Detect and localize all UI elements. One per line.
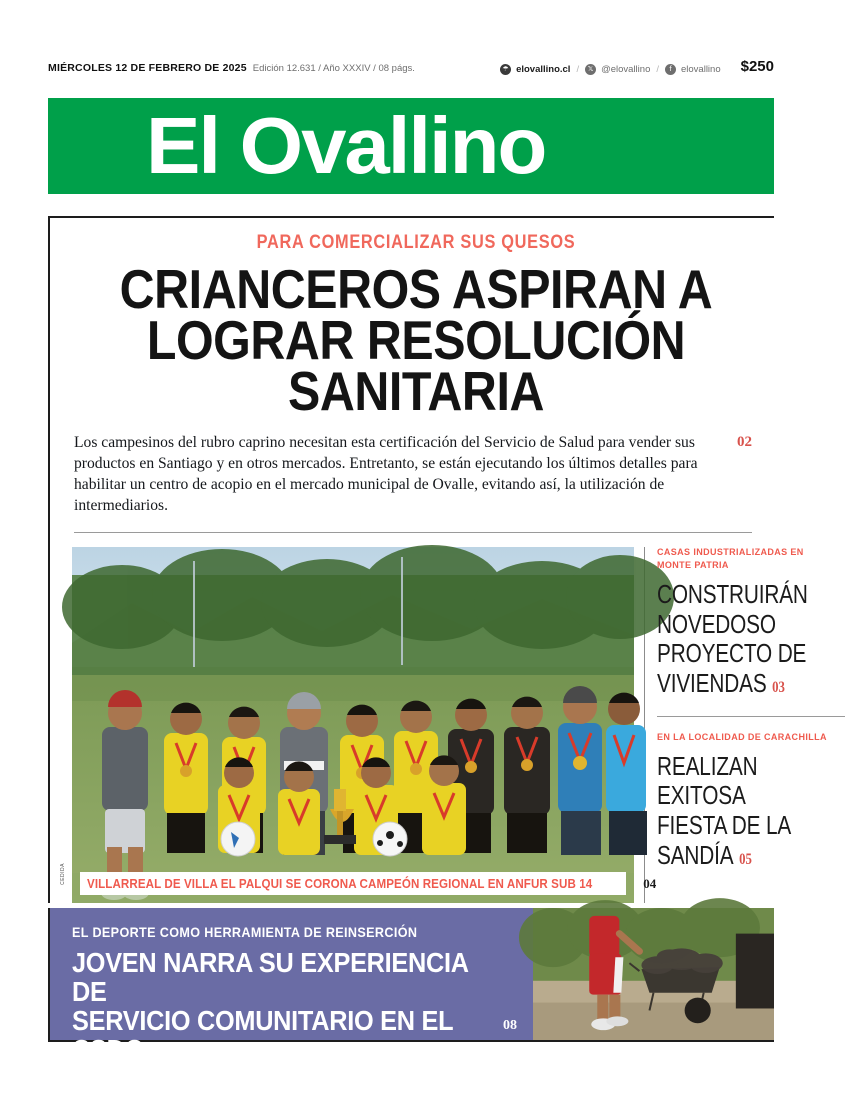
bottom-photo-illustration: [533, 908, 774, 1040]
bottom-headline-line-2: SERVICIO COMUNITARIO EN EL CSDO: [72, 1005, 453, 1066]
bottom-feature-text: [50, 908, 533, 1066]
photo-page-ref[interactable]: 04: [643, 876, 657, 892]
lead-story[interactable]: [50, 218, 774, 533]
photo-caption-text: VILLARREAL DE VILLA EL PALQUI SE CORONA CAMPEÓN REGIONAL EN ANFUR SUB 14: [87, 877, 593, 892]
info-bar: [48, 58, 774, 78]
sidebar-kicker-0: CASAS INDUSTRIALIZADAS EN MONTE PATRIA: [657, 547, 804, 572]
sidebar: [644, 547, 851, 903]
main-photo-illustration: [72, 547, 634, 903]
bottom-kicker: EL DEPORTE COMO HERRAMIENTA DE REINSERCIÓN: [72, 924, 418, 940]
bottom-feature[interactable]: [48, 908, 774, 1066]
bottom-page-ref[interactable]: 08: [503, 1018, 517, 1033]
publication-date: MIÉRCOLES 12 DE FEBRERO DE 2025: [48, 62, 247, 74]
lead-deck: [72, 433, 760, 516]
photo-sidebar-row: [50, 533, 827, 903]
sidebar-kicker-1: EN LA LOCALIDAD DE CARACHILLA: [657, 731, 827, 743]
sidebar-page-ref-1[interactable]: 05: [739, 850, 752, 868]
facebook-handle[interactable]: elovallino: [681, 64, 721, 75]
main-content-frame: [48, 216, 827, 903]
lead-headline-line-1: CRIANCEROS ASPIRAN A: [119, 258, 713, 320]
twitter-handle[interactable]: @elovallino: [601, 64, 651, 75]
sidebar-headline-1-text: REALIZAN EXITOSA FIESTA DE LA SANDÍA: [657, 750, 790, 870]
bottom-headline-line-1: JOVEN NARRA SU EXPERIENCIA DE: [72, 947, 468, 1008]
photo-caption[interactable]: [80, 872, 657, 895]
sidebar-headline-0: [657, 580, 808, 699]
main-photo: [72, 547, 657, 903]
sidebar-item-viviendas[interactable]: [657, 547, 851, 698]
cover-price: $250: [740, 58, 774, 75]
sidebar-page-ref-0[interactable]: 03: [772, 679, 785, 697]
separator-2: /: [656, 64, 659, 75]
edition-info: Edición 12.631 / Año XXXIV / 08 págs.: [252, 63, 415, 74]
bottom-headline: [72, 948, 481, 1065]
lead-headline: [113, 258, 718, 423]
newspaper-logo: El Ovallino: [146, 101, 546, 190]
masthead: [48, 98, 774, 194]
main-photo-block[interactable]: [60, 547, 657, 903]
photo-credit: CEDIDA: [60, 863, 66, 886]
lead-headline-line-2: LOGRAR RESOLUCIÓN SANITARIA: [146, 309, 686, 423]
bottom-photo: [533, 908, 774, 1040]
globe-icon: ☂: [500, 64, 511, 75]
sidebar-item-sandia[interactable]: [657, 732, 851, 870]
sidebar-headline-0-text: CONSTRUIRÁN NOVEDOSO PROYECTO DE VIVIENDAS: [657, 579, 808, 699]
sidebar-headline-1: [657, 752, 808, 871]
social-links: [500, 64, 721, 75]
twitter-bird-icon: 𝕏: [585, 64, 596, 75]
lead-page-ref[interactable]: 02: [737, 434, 752, 451]
lead-deck-text: Los campesinos del rubro caprino necesitan esta certificación del Servicio de Salud para vender sus productos en Santiago y en otros mercados. Entretanto, se están ejecutando los últimos detalles para habilitar un centro de acopio en el mercado municipal de Ovalle, evitando así, la utilización de intermediarios.: [74, 434, 698, 514]
separator-1: /: [576, 64, 580, 75]
sidebar-divider: [657, 716, 845, 717]
website-link[interactable]: elovallino.cl: [516, 64, 571, 75]
facebook-icon: f: [665, 64, 676, 75]
lead-kicker: PARA COMERCIALIZAR SUS QUESOS: [256, 232, 576, 253]
